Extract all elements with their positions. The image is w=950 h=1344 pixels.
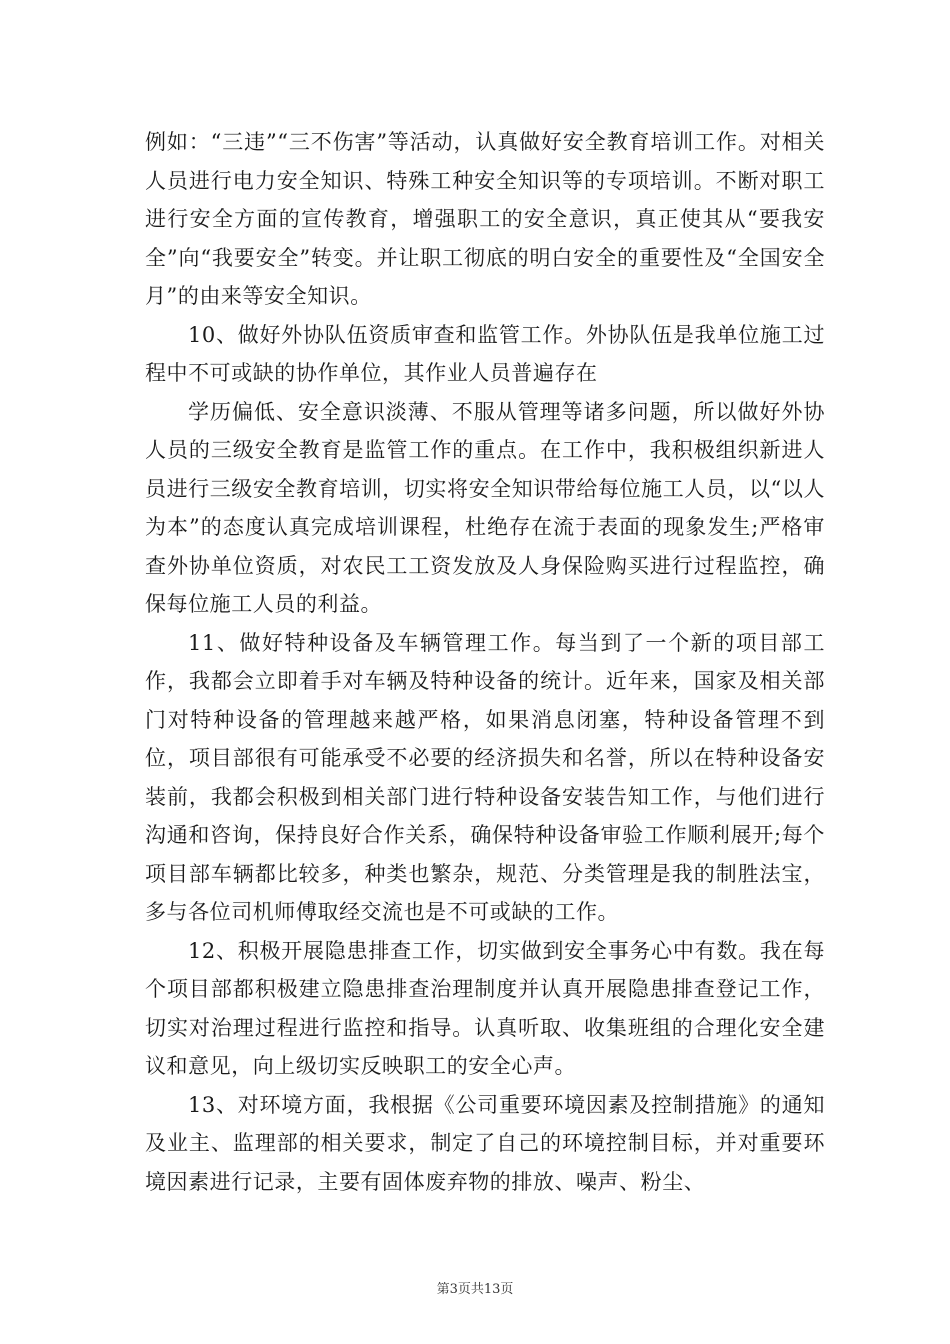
paragraph-continuation: 例如：“三违”“三不伤害”等活动，认真做好安全教育培训工作。对相关人员进行电力安全知识、特殊工种安全知识等的专项培训。不断对职工进行安全方面的宣传教育，增强职工的安全意识，真正使其从“要我安全”向“我要安全”转变。并让职工彻底的明白安全的重要性及“全国安全月”的由来等安全知识。 [145,130,825,308]
paragraph-item-10: 10、做好外协队伍资质审查和监管工作。外协队伍是我单位施工过程中不可或缺的协作单位，其作业人员普遍存在 [145,322,825,385]
paragraph-item-11: 11、做好特种设备及车辆管理工作。每当到了一个新的项目部工作，我都会立即着手对车辆及特种设备的统计。近年来，国家及相关部门对特种设备的管理越来越严格，如果消息闭塞，特种设备管理不到位，项目部很有可能承受不必要的经济损失和名誉，所以在特种设备安装前，我都会积极到相关部门进行特种设备安装告知工作，与他们进行沟通和咨询，保持良好合作关系，确保特种设备审验工作顺利展开;每个项目部车辆都比较多，种类也繁杂，规范、分类管理是我的制胜法宝，多与各位司机师傅取经交流也是不可或缺的工作。 [145,630,825,924]
page-number-footer: 第3页共13页 [436,1282,514,1297]
paragraph-item-13: 13、对环境方面，我根据《公司重要环境因素及控制措施》的通知及业主、监理部的相关要求，制定了自己的环境控制目标，并对重要环境因素进行记录，主要有固体废弃物的排放、噪声、粉尘、 [145,1092,825,1194]
paragraph-item-12: 12、积极开展隐患排查工作，切实做到安全事务心中有数。我在每个项目部都积极建立隐患排查治理制度并认真开展隐患排查登记工作，切实对治理过程进行监控和指导。认真听取、收集班组的合理化安全建议和意见，向上级切实反映职工的安全心声。 [145,938,825,1078]
body-text [145,123,825,1201]
paragraph-item-10-continued: 学历偏低、安全意识淡薄、不服从管理等诸多问题，所以做好外协人员的三级安全教育是监管工作的重点。在工作中，我积极组织新进人员进行三级安全教育培训，切实将安全知识带给每位施工人员，以“以人为本”的态度认真完成培训课程，杜绝存在流于表面的现象发生;严格审查外协单位资质，对农民工工资发放及人身保险购买进行过程监控，确保每位施工人员的利益。 [145,399,825,616]
